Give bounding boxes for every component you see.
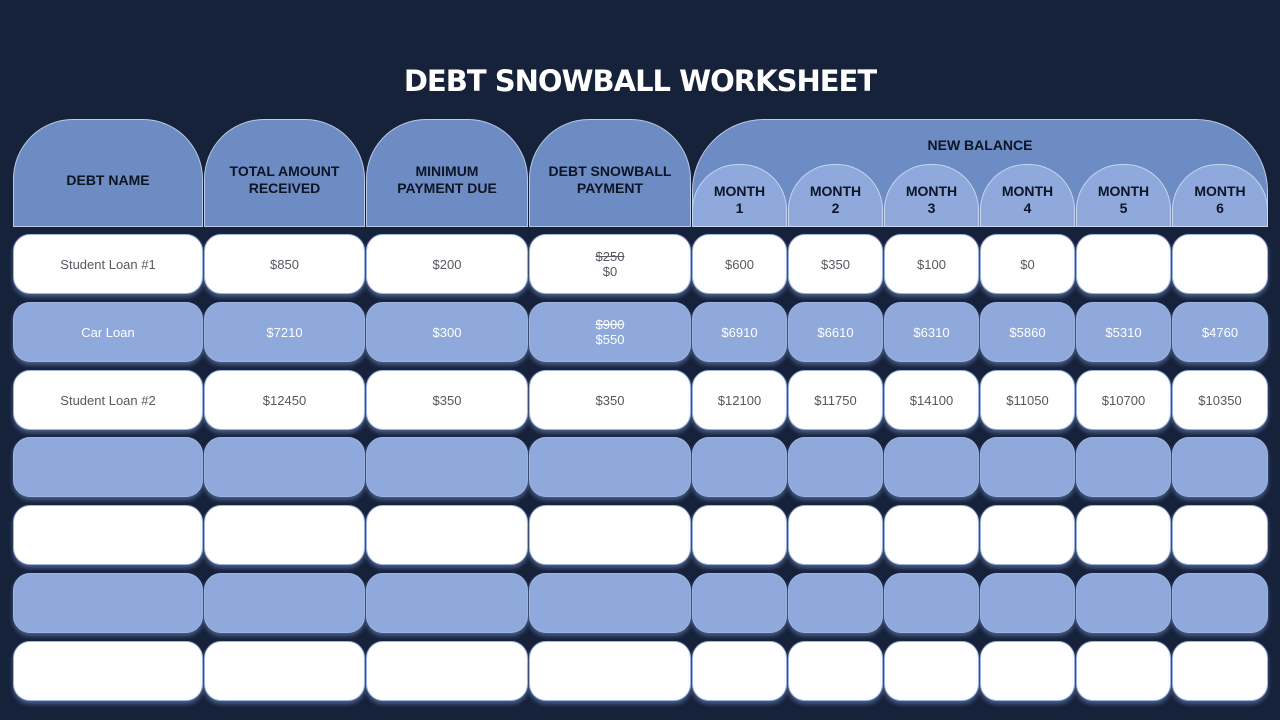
- cell-month-1[interactable]: [692, 437, 787, 497]
- cell-month-4[interactable]: [980, 573, 1075, 633]
- cell-value: $12450: [262, 392, 307, 408]
- cell-month-5[interactable]: [1076, 573, 1171, 633]
- cell-debt-name[interactable]: [13, 234, 203, 294]
- cell-value: $550: [595, 332, 625, 347]
- header-month-5: MONTH 5: [1076, 164, 1171, 227]
- cell-month-5[interactable]: [1076, 505, 1171, 565]
- cell-snowball-payment[interactable]: [529, 437, 691, 497]
- cell-snowball-payment[interactable]: [529, 641, 691, 701]
- cell-value: $10700: [1101, 392, 1146, 408]
- cell-month-5[interactable]: [1076, 302, 1171, 362]
- cell-minimum-payment[interactable]: [366, 370, 528, 430]
- cell-value: $11050: [1006, 392, 1049, 408]
- cell-snowball-payment[interactable]: [529, 302, 691, 362]
- cell-value: $7210: [266, 324, 303, 340]
- cell-value: $4760: [1201, 324, 1239, 340]
- cell-month-2[interactable]: [788, 641, 883, 701]
- cell-value: $14100: [909, 392, 954, 408]
- cell-value: $5860: [1009, 324, 1046, 340]
- cell-value: Student Loan #2: [60, 392, 156, 408]
- cell-month-1[interactable]: [692, 234, 787, 294]
- cell-month-2[interactable]: [788, 370, 883, 430]
- cell-minimum-payment[interactable]: [366, 641, 528, 701]
- cell-value: $850: [270, 256, 299, 272]
- cell-total-amount[interactable]: [204, 437, 365, 497]
- header-month-1: MONTH 1: [692, 164, 787, 227]
- cell-value: $0: [1020, 256, 1035, 272]
- cell-debt-name[interactable]: [13, 505, 203, 565]
- cell-value: $6610: [817, 324, 854, 340]
- cell-total-amount[interactable]: [204, 302, 365, 362]
- cell-minimum-payment[interactable]: [366, 234, 528, 294]
- cell-value: $200: [432, 256, 462, 272]
- cell-month-2[interactable]: [788, 505, 883, 565]
- cell-snowball-payment[interactable]: [529, 234, 691, 294]
- cell-minimum-payment[interactable]: [366, 302, 528, 362]
- cell-month-3[interactable]: [884, 234, 979, 294]
- cell-debt-name[interactable]: [13, 573, 203, 633]
- cell-month-2[interactable]: [788, 573, 883, 633]
- page-title: DEBT SNOWBALL WORKSHEET: [403, 64, 877, 98]
- cell-value: $0: [602, 264, 618, 279]
- cell-month-3[interactable]: [884, 302, 979, 362]
- header-snowball-payment: DEBT SNOWBALL PAYMENT: [529, 119, 691, 227]
- header-debt-name: DEBT NAME: [13, 119, 203, 227]
- cell-total-amount[interactable]: [204, 234, 365, 294]
- cell-month-4[interactable]: [980, 370, 1075, 430]
- cell-month-1[interactable]: [692, 302, 787, 362]
- cell-value: $350: [432, 392, 462, 408]
- cell-month-2[interactable]: [788, 302, 883, 362]
- cell-month-3[interactable]: [884, 573, 979, 633]
- cell-month-3[interactable]: [884, 370, 979, 430]
- cell-month-1[interactable]: [692, 505, 787, 565]
- header-month-3: MONTH 3: [884, 164, 979, 227]
- cell-month-6[interactable]: [1172, 234, 1268, 294]
- cell-debt-name[interactable]: [13, 302, 203, 362]
- header-month-2: MONTH 2: [788, 164, 883, 227]
- cell-month-6[interactable]: [1172, 437, 1268, 497]
- cell-month-6[interactable]: [1172, 505, 1268, 565]
- cell-month-6[interactable]: [1172, 641, 1268, 701]
- cell-value: $11750: [814, 392, 857, 408]
- cell-month-3[interactable]: [884, 505, 979, 565]
- cell-total-amount[interactable]: [204, 370, 365, 430]
- cell-minimum-payment[interactable]: [366, 573, 528, 633]
- header-minimum-payment: MINIMUM PAYMENT DUE: [366, 119, 528, 227]
- cell-value: Car Loan: [81, 324, 135, 340]
- cell-value: $10350: [1198, 392, 1242, 408]
- cell-value: $300: [432, 324, 462, 340]
- cell-month-1[interactable]: [692, 573, 787, 633]
- cell-month-5[interactable]: [1076, 641, 1171, 701]
- cell-month-4[interactable]: [980, 505, 1075, 565]
- cell-snowball-payment[interactable]: [529, 505, 691, 565]
- cell-debt-name[interactable]: [13, 437, 203, 497]
- header-new-balance: NEW BALANCE: [692, 119, 1268, 227]
- cell-value: Student Loan #1: [60, 256, 156, 272]
- cell-month-4[interactable]: [980, 234, 1075, 294]
- cell-total-amount[interactable]: [204, 573, 365, 633]
- header-total-amount: TOTAL AMOUNT RECEIVED: [204, 119, 365, 227]
- cell-value: $5310: [1105, 324, 1142, 340]
- cell-snowball-payment[interactable]: [529, 573, 691, 633]
- cell-month-3[interactable]: [884, 641, 979, 701]
- cell-debt-name[interactable]: [13, 641, 203, 701]
- cell-month-4[interactable]: [980, 437, 1075, 497]
- cell-snowball-payment[interactable]: [529, 370, 691, 430]
- previous-payment-value: $900: [595, 317, 625, 332]
- cell-total-amount[interactable]: [204, 505, 365, 565]
- cell-month-3[interactable]: [884, 437, 979, 497]
- cell-month-6[interactable]: [1172, 370, 1268, 430]
- cell-month-1[interactable]: [692, 370, 787, 430]
- cell-minimum-payment[interactable]: [366, 437, 528, 497]
- cell-value: $100: [917, 256, 946, 272]
- cell-month-2[interactable]: [788, 234, 883, 294]
- cell-month-2[interactable]: [788, 437, 883, 497]
- cell-month-4[interactable]: [980, 641, 1075, 701]
- cell-month-6[interactable]: [1172, 302, 1268, 362]
- cell-month-5[interactable]: [1076, 234, 1171, 294]
- cell-month-6[interactable]: [1172, 573, 1268, 633]
- cell-value: $350: [821, 256, 850, 272]
- cell-minimum-payment[interactable]: [366, 505, 528, 565]
- cell-month-4[interactable]: [980, 302, 1075, 362]
- cell-month-1[interactable]: [692, 641, 787, 701]
- cell-month-5[interactable]: [1076, 437, 1171, 497]
- cell-total-amount[interactable]: [204, 641, 365, 701]
- cell-value: $600: [725, 256, 754, 272]
- cell-debt-name[interactable]: [13, 370, 203, 430]
- header-month-6: MONTH 6: [1172, 164, 1268, 227]
- previous-payment-value: $250: [595, 249, 625, 264]
- cell-value: $6310: [913, 324, 950, 340]
- cell-value: $12100: [717, 392, 762, 408]
- cell-value: $350: [595, 392, 625, 408]
- cell-month-5[interactable]: [1076, 370, 1171, 430]
- cell-value: $6910: [721, 324, 758, 340]
- header-month-4: MONTH 4: [980, 164, 1075, 227]
